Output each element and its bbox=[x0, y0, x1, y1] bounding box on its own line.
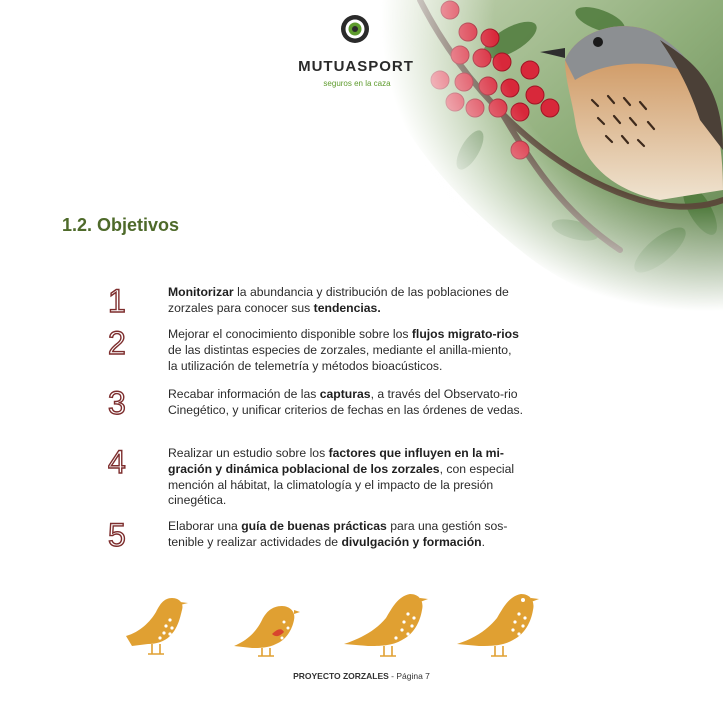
objective-number: 3 bbox=[108, 385, 126, 421]
objective-emphasis: tendencias. bbox=[313, 300, 381, 315]
objective-text bbox=[168, 446, 523, 509]
objective-number: 2 bbox=[108, 325, 126, 361]
thrush-icon bbox=[455, 588, 541, 660]
objective-emphasis: Monitorizar bbox=[168, 285, 234, 299]
target-logo-icon bbox=[340, 14, 370, 44]
objective-text bbox=[168, 327, 523, 374]
objective-text bbox=[168, 285, 523, 317]
objective-text bbox=[168, 519, 523, 551]
objective-text-run: Recabar información de las bbox=[168, 387, 320, 401]
objective-number: 5 bbox=[108, 517, 126, 553]
brand-tagline: seguros en la caza bbox=[323, 79, 391, 88]
objective-text-run: para una gestión sos-tenible y realizar actividades de bbox=[168, 519, 508, 549]
brand-name: MUTUASPORT bbox=[298, 58, 414, 75]
objective-emphasis: guía de buenas prácticas bbox=[241, 519, 387, 533]
page-footer bbox=[0, 671, 723, 681]
thrush-icon bbox=[342, 588, 428, 660]
objective-text bbox=[168, 387, 523, 419]
thrush-icon bbox=[122, 588, 188, 660]
objective-number: 4 bbox=[108, 444, 126, 480]
objective-text-run: Mejorar el conocimiento disponible sobre los bbox=[168, 327, 412, 341]
footer-project: PROYECTO ZORZALES bbox=[293, 671, 389, 681]
objective-text-run: , con especial mención al hábitat, la climatología y el impacto de la presión cinegética. bbox=[168, 461, 515, 508]
objective-text-run: . bbox=[481, 534, 486, 549]
objective-number: 1 bbox=[108, 283, 126, 319]
objective-text-run: Elaborar una bbox=[168, 519, 242, 533]
objective-text-run: , a través del Observato-rio Cinegético, y unificar criterios de fechas en las órdenes de vedas. bbox=[168, 387, 523, 417]
objective-emphasis: capturas bbox=[319, 387, 371, 401]
section-title: 1.2. Objetivos bbox=[62, 215, 180, 235]
objective-emphasis: flujos migrato-rios bbox=[411, 327, 519, 341]
objective-text-run: la abundancia y distribución de las poblaciones de zorzales para conocer sus bbox=[168, 285, 509, 315]
thrush-icon bbox=[232, 588, 300, 660]
objective-emphasis: factores que influyen en la mi-gración y dinámica poblacional de los zorzales bbox=[168, 446, 504, 476]
objective-emphasis: divulgación y formación bbox=[341, 534, 482, 549]
objective-text-run: de las distintas especies de zorzales, mediante el anilla-miento, la utilización de telemetría y métodos bioacústicos. bbox=[168, 342, 512, 373]
footer-page-number: - Página 7 bbox=[388, 671, 430, 681]
objective-text-run: Realizar un estudio sobre los bbox=[168, 446, 329, 460]
brand-logo bbox=[296, 14, 416, 88]
